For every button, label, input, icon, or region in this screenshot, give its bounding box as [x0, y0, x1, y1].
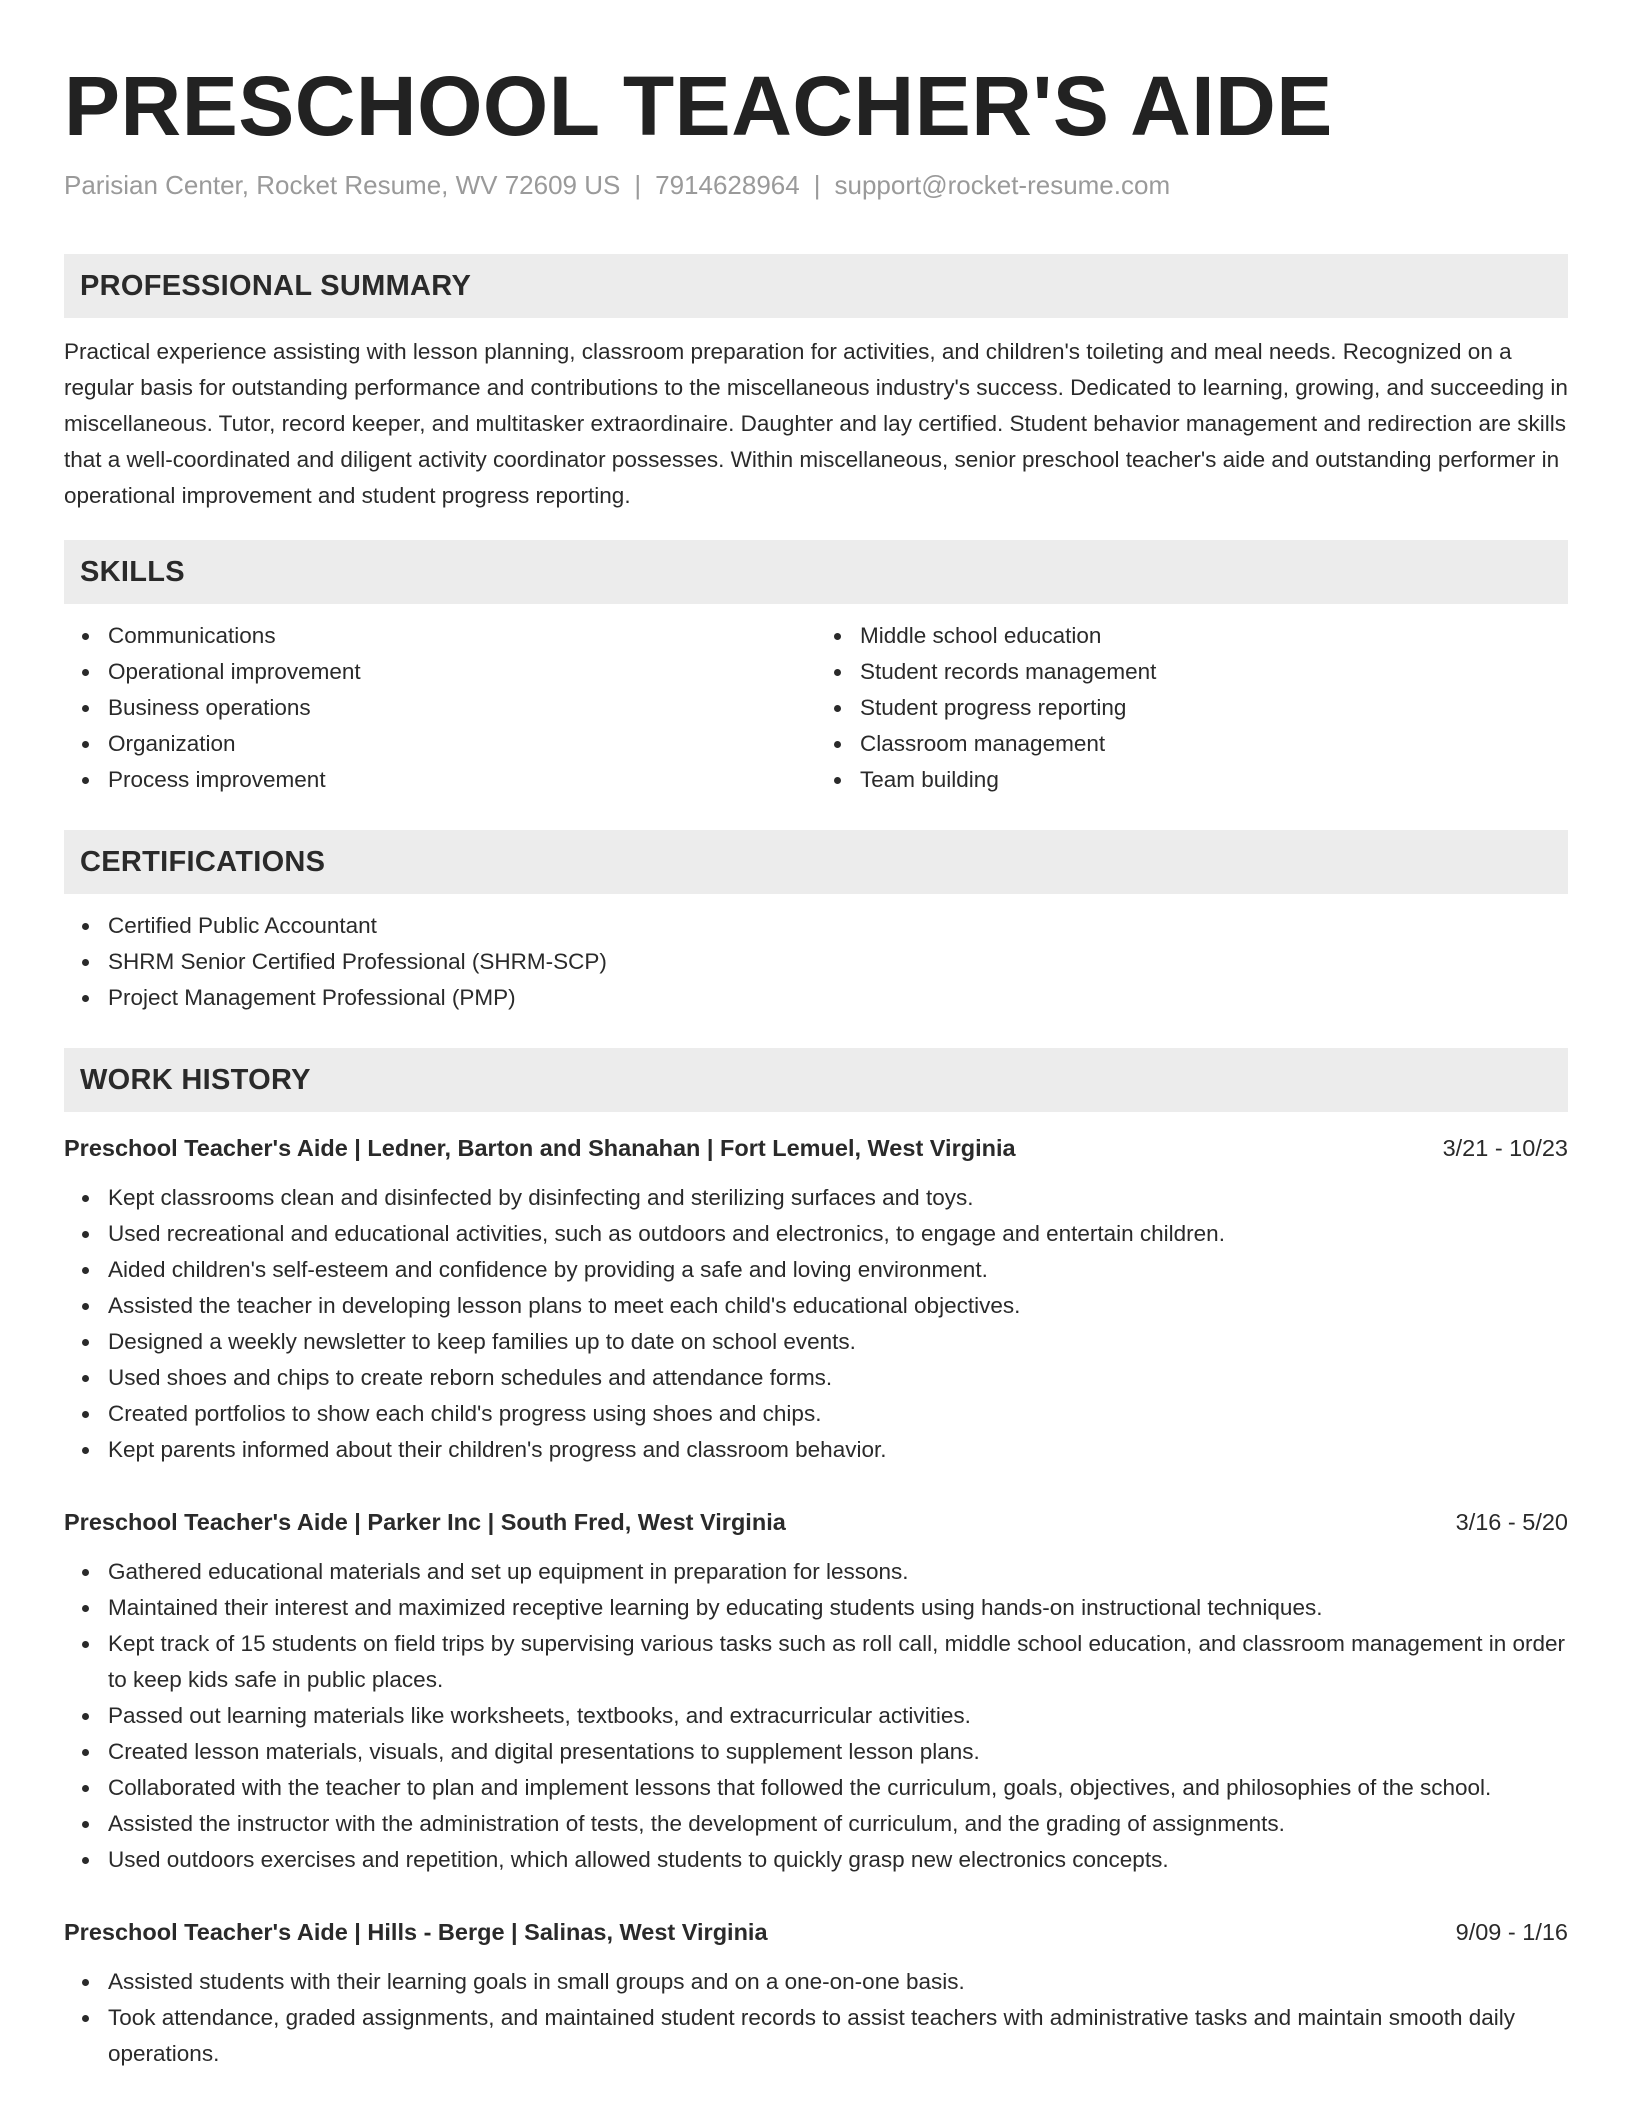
skills-column-left: [64, 618, 816, 798]
job-bullet: Assisted students with their learning goals in small groups and on a one-on-one basis.: [108, 1964, 1568, 2000]
job-bullet: Kept parents informed about their children's progress and classroom behavior.: [108, 1432, 1568, 1468]
job-bullet: Passed out learning materials like worksheets, textbooks, and extracurricular activities.: [108, 1698, 1568, 1734]
skill-item: Student progress reporting: [860, 690, 1568, 726]
job-bullet: Used outdoors exercises and repetition, which allowed students to quickly grasp new electronics concepts.: [108, 1842, 1568, 1878]
section-title: CERTIFICATIONS: [80, 845, 326, 878]
job-header: [64, 1504, 1568, 1540]
job-bullets: [64, 1180, 1568, 1468]
candidate-name: PRESCHOOL TEACHER'S AIDE: [64, 59, 1333, 153]
certification-item: Project Management Professional (PMP): [108, 980, 1568, 1016]
certification-item: SHRM Senior Certified Professional (SHRM-SCP): [108, 944, 1568, 980]
job-bullet: Kept classrooms clean and disinfected by disinfecting and sterilizing surfaces and toys.: [108, 1180, 1568, 1216]
job-bullets: [64, 1964, 1568, 2072]
section-title: SKILLS: [80, 555, 185, 588]
job-dates: 3/21 - 10/23: [1442, 1135, 1568, 1161]
skill-item: Classroom management: [860, 726, 1568, 762]
skills-column-right: [816, 618, 1568, 798]
job-bullet: Created lesson materials, visuals, and digital presentations to supplement lesson plans.: [108, 1734, 1568, 1770]
contact-address: Parisian Center, Rocket Resume, WV 72609 US: [64, 170, 621, 200]
job-dates: 3/16 - 5/20: [1455, 1509, 1568, 1535]
job-bullet: Kept track of 15 students on field trips by supervising various tasks such as roll call, middle school education, and classroom management in order to keep kids safe in public places.: [108, 1626, 1568, 1698]
job-bullet: Took attendance, graded assignments, and maintained student records to assist teachers with administrative tasks and maintain smooth daily operations.: [108, 2000, 1568, 2072]
job-dates: 9/09 - 1/16: [1455, 1919, 1568, 1945]
skill-item: Organization: [108, 726, 816, 762]
professional-summary-text: Practical experience assisting with lesson planning, classroom preparation for activities, and children's toileting and meal needs. Recognized on a regular basis for outstanding performance and contributions to the miscellaneous industry's success. Dedicated to learning, growing, and succeeding in miscellaneous. Tutor, record keeper, and multitasker extraordinaire. Daughter and lay certified. Student behavior management and redirection are skills that a well-coordinated and diligent activity coordinator possesses. Within miscellaneous, senior preschool teacher's aide and outstanding performer in operational improvement and student progress reporting.: [64, 339, 1568, 508]
contact-separator: |: [634, 170, 642, 200]
job-bullets: [64, 1554, 1568, 1878]
contact-separator: |: [813, 170, 821, 200]
job-bullet: Designed a weekly newsletter to keep families up to date on school events.: [108, 1324, 1568, 1360]
job-bullet: Used recreational and educational activities, such as outdoors and electronics, to engage and entertain children.: [108, 1216, 1568, 1252]
certifications-list: [64, 908, 1568, 1016]
section-header-work-history: [64, 1048, 1568, 1112]
section-title: PROFESSIONAL SUMMARY: [80, 269, 472, 302]
skill-item: Business operations: [108, 690, 816, 726]
job-bullet: Collaborated with the teacher to plan and implement lessons that followed the curriculum, goals, objectives, and philosophies of the school.: [108, 1770, 1568, 1806]
job-title: Preschool Teacher's Aide | Ledner, Barton and Shanahan | Fort Lemuel, West Virginia: [64, 1135, 1016, 1161]
job-bullet: Gathered educational materials and set up equipment in preparation for lessons.: [108, 1554, 1568, 1590]
section-header-summary: [64, 254, 1568, 318]
skill-item: Process improvement: [108, 762, 816, 798]
contact-line: [64, 168, 1568, 202]
job-bullet: Aided children's self-esteem and confidence by providing a safe and loving environment.: [108, 1252, 1568, 1288]
section-header-certifications: [64, 830, 1568, 894]
skill-item: Communications: [108, 618, 816, 654]
section-header-skills: [64, 540, 1568, 604]
job-title: Preschool Teacher's Aide | Hills - Berge | Salinas, West Virginia: [64, 1919, 768, 1945]
job-header: [64, 1914, 1568, 1950]
job-bullet: Used shoes and chips to create reborn schedules and attendance forms.: [108, 1360, 1568, 1396]
job-bullet: Assisted the teacher in developing lesson plans to meet each child's educational objectives.: [108, 1288, 1568, 1324]
skill-item: Student records management: [860, 654, 1568, 690]
contact-phone: 7914628964: [655, 170, 800, 200]
job-header: [64, 1130, 1568, 1166]
skill-item: Middle school education: [860, 618, 1568, 654]
certification-item: Certified Public Accountant: [108, 908, 1568, 944]
skill-item: Operational improvement: [108, 654, 816, 690]
job-bullet: Created portfolios to show each child's progress using shoes and chips.: [108, 1396, 1568, 1432]
contact-email: support@rocket-resume.com: [834, 170, 1171, 200]
resume-page: [64, 56, 1568, 2072]
job-bullet: Assisted the instructor with the administration of tests, the development of curriculum, and the grading of assignments.: [108, 1806, 1568, 1842]
skill-item: Team building: [860, 762, 1568, 798]
job-title: Preschool Teacher's Aide | Parker Inc | South Fred, West Virginia: [64, 1509, 786, 1535]
job-bullet: Maintained their interest and maximized receptive learning by educating students using hands-on instructional techniques.: [108, 1590, 1568, 1626]
section-title: WORK HISTORY: [80, 1063, 311, 1096]
skills-list: [64, 618, 1568, 798]
